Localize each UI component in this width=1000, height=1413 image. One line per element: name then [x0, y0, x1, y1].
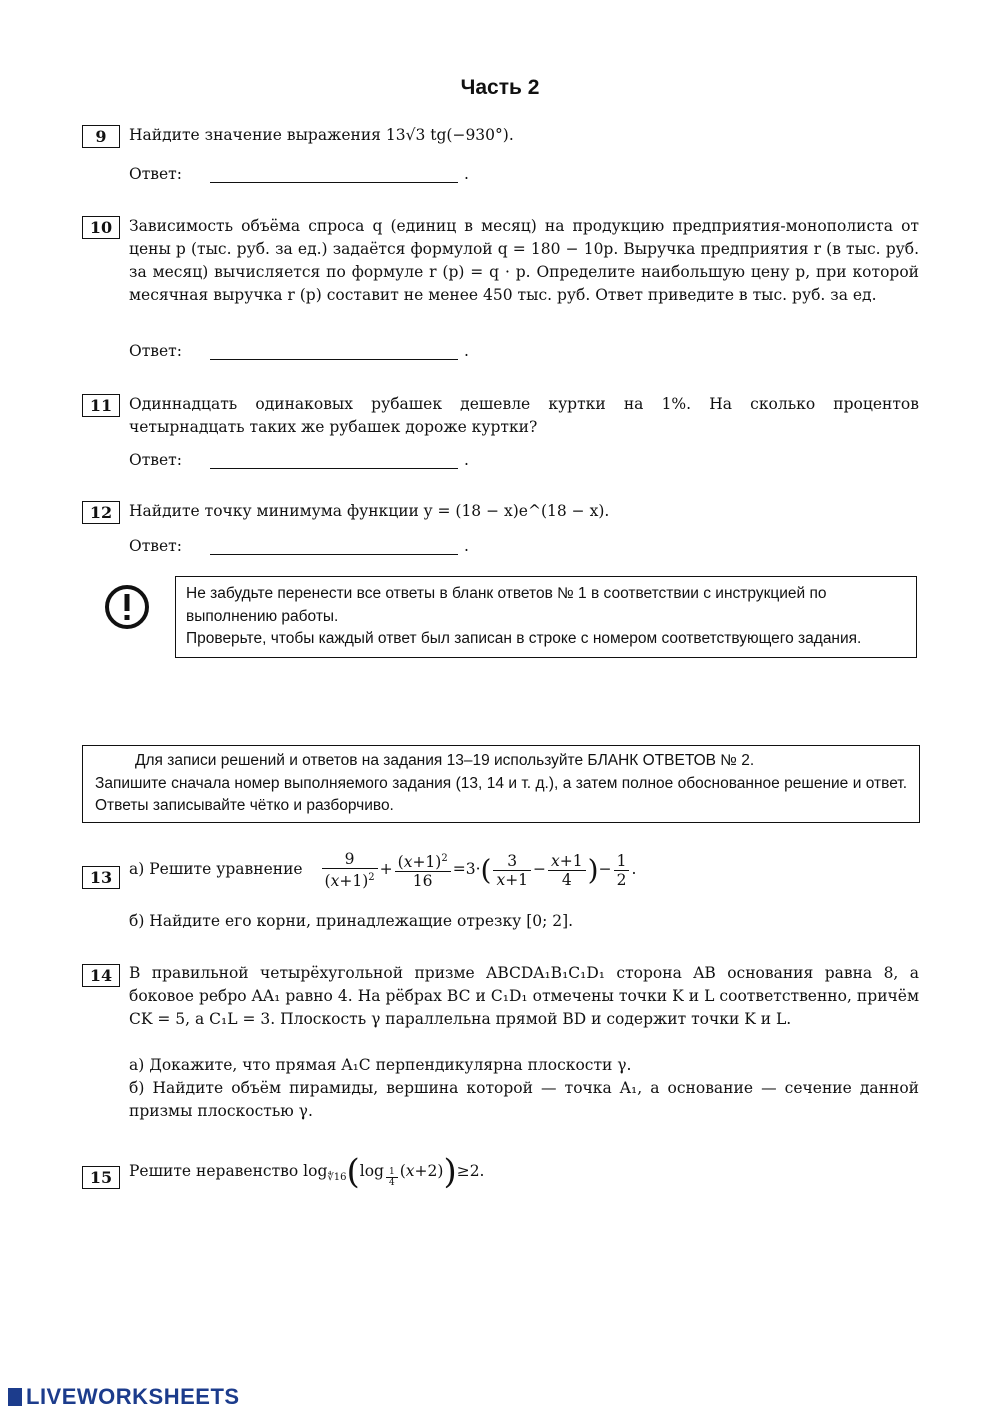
answer-label: Ответ:	[129, 537, 182, 555]
liveworksheets-logo[interactable]: LIVEWORKSHEETS	[8, 1384, 240, 1410]
task-14-part-b: б) Найдите объём пирамиды, вершина которой — точка A₁, а основание — сечение данной призмы плоскостью γ.	[129, 1079, 919, 1120]
task-12-answer: Ответ: .	[129, 537, 469, 555]
task-13-part-a: а) Решите уравнение	[129, 860, 303, 879]
logo-mark-icon	[8, 1388, 22, 1406]
instructions-box	[82, 745, 920, 823]
notice-line-2: Проверьте, чтобы каждый ответ был записан в строке с номером соответствующего задания.	[186, 630, 862, 647]
task-13-equation: а) Решите уравнение $\frac{9}{(x+1)^2}$ + $\frac{(x+1)^2}{16}$ =3·( $\frac{3}{x+1}$ − $\frac{x+1}{4}$ )− $\frac{1}{2}$ .	[129, 850, 637, 891]
instructions-line-2: Запишите сначала номер выполняемого задания (13, 14 и т. д.), а затем полное обоснованное решение и ответ. Ответы записывайте чётко и разборчиво.	[95, 774, 907, 814]
task-15-text: Решите неравенство	[129, 1162, 299, 1180]
task-14-text: В правильной четырёхугольной призме ABCDA₁B₁C₁D₁ сторона AB основания равна 8, а боковое ребро AA₁ равно 4. На рёбрах BC и C₁D₁ отмечены точки K и L соответственно, причём CK = 5, а C₁L = 3. Плоскость γ параллельна прямой BD и содержит точки K и L.	[129, 964, 919, 1028]
task-15-number: 15	[82, 1166, 120, 1189]
task-13-part-b: б) Найдите его корни, принадлежащие отрезку [0; 2].	[129, 912, 574, 930]
task-9-answer-field[interactable]	[210, 166, 458, 183]
task-11-answer: Ответ: .	[129, 451, 469, 469]
task-10-answer: Ответ: .	[129, 342, 469, 360]
task-9-text: Найдите значение выражения 13√3 tg(−930°).	[129, 126, 514, 144]
task-9-number: 9	[82, 125, 120, 148]
task-12-text: Найдите точку минимума функции y = (18 − x)e^(18 − x).	[129, 502, 610, 520]
task-9-answer: Ответ: .	[129, 165, 469, 183]
notice-box	[175, 576, 917, 658]
task-12-number: 12	[82, 501, 120, 524]
task-10-answer-field[interactable]	[210, 343, 458, 360]
task-12-answer-field[interactable]	[210, 538, 458, 555]
task-11-text: Одиннадцать одинаковых рубашек дешевле куртки на 1%. На сколько процентов четырнадцать таких же рубашек дороже куртки?	[129, 395, 919, 436]
task-14-part-a: а) Докажите, что прямая A₁C перпендикулярна плоскости γ.	[129, 1056, 632, 1074]
task-10-number: 10	[82, 216, 120, 239]
answer-label: Ответ:	[129, 342, 182, 360]
answer-label: Ответ:	[129, 165, 182, 183]
task-15-inequality: Решите неравенство $\log_{∜16}(\log$ $_{\frac{1}{4}}$ (x+2))≥2.	[129, 1152, 485, 1192]
instructions-line-1: Для записи решений и ответов на задания 13–19 используйте БЛАНК ОТВЕТОВ № 2.	[135, 752, 755, 769]
task-14-number: 14	[82, 964, 120, 987]
answer-label: Ответ:	[129, 451, 182, 469]
task-11-number: 11	[82, 394, 120, 417]
page-title: Часть 2	[460, 76, 540, 99]
notice-line-1: Не забудьте перенести все ответы в бланк ответов № 1 в соответствии с инструкцией по выполнению работы.	[186, 585, 827, 625]
task-13-number: 13	[82, 866, 120, 889]
task-11-answer-field[interactable]	[210, 452, 458, 469]
exclamation-icon	[104, 584, 150, 630]
task-10-text: Зависимость объёма спроса q (единиц в месяц) на продукцию предприятия-монополиста от цены p (тыс. руб. за ед.) задаётся формулой q = 180 − 10p. Выручка предприятия r (в тыс. руб. за месяц) вычисляется по формуле r (p) = q · p. Определите наибольшую цену p, при которой месячная выручка r (p) составит не менее 450 тыс. руб. Ответ приведите в тыс. руб. за ед.	[129, 217, 919, 304]
